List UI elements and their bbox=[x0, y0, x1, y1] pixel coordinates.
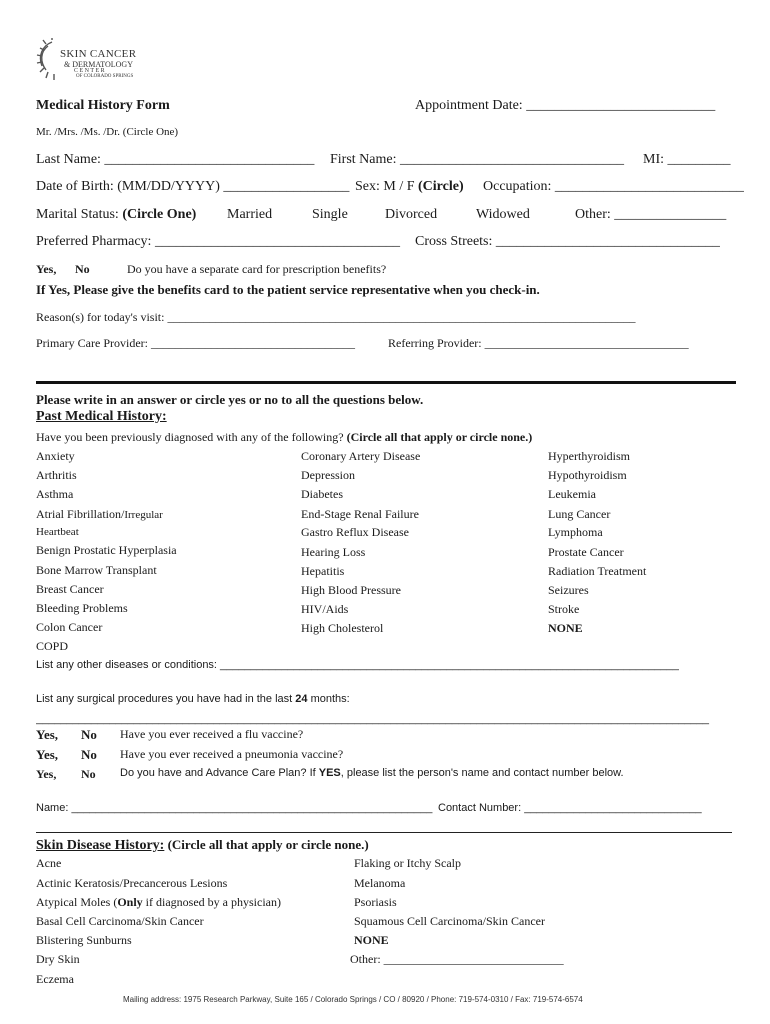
condition-hepatitis[interactable]: Hepatitis bbox=[301, 564, 345, 578]
surgical-procedures-field[interactable]: ______________________________________________________________________________________________________________ bbox=[36, 713, 709, 725]
skin-actinic-keratosis[interactable]: Actinic Keratosis/Precancerous Lesions bbox=[36, 876, 228, 890]
first-name-field[interactable]: First Name: ________________________________ bbox=[330, 152, 624, 167]
condition-none[interactable]: NONE bbox=[548, 621, 583, 635]
condition-hypothyroidism[interactable]: Hypothyroidism bbox=[548, 468, 627, 482]
footer-mailing-address: Mailing address: 1975 Research Parkway, Suite 165 / Colorado Springs / CO / 80920 / Phone: 719-574-0310 / Fax: 719-574-6574 bbox=[123, 995, 583, 1004]
pneumonia-yes[interactable]: Yes, bbox=[36, 747, 59, 762]
logo-line-3: C E N T E R bbox=[74, 68, 105, 74]
logo-line-4: OF COLORADO SPRINGS bbox=[76, 74, 134, 79]
condition-prostate-cancer[interactable]: Prostate Cancer bbox=[548, 545, 624, 559]
afib-small-text: Irregular bbox=[124, 509, 163, 521]
condition-anxiety[interactable]: Anxiety bbox=[36, 449, 75, 463]
referring-provider-field[interactable]: Referring Provider: __________________________________ bbox=[388, 336, 689, 350]
marital-circle-note: (Circle One) bbox=[122, 207, 197, 222]
acp-yes[interactable]: Yes, bbox=[36, 767, 57, 781]
atypical-post-text: if diagnosed by a physician) bbox=[142, 895, 281, 909]
condition-lymphoma[interactable]: Lymphoma bbox=[548, 525, 603, 539]
condition-gerd[interactable]: Gastro Reflux Disease bbox=[301, 525, 409, 539]
condition-cholesterol[interactable]: High Cholesterol bbox=[301, 621, 384, 635]
middle-initial-field[interactable]: MI: _________ bbox=[643, 152, 731, 167]
condition-stroke[interactable]: Stroke bbox=[548, 602, 580, 616]
condition-bleeding[interactable]: Bleeding Problems bbox=[36, 601, 128, 615]
dob-field[interactable]: Date of Birth: (MM/DD/YYYY) __________________ bbox=[36, 179, 350, 194]
pmh-question-note: (Circle all that apply or circle none.) bbox=[346, 430, 533, 444]
occupation-field[interactable]: Occupation: ___________________________ bbox=[483, 179, 744, 194]
benefits-instruction: If Yes, Please give the benefits card to the patient service representative when you check-in. bbox=[36, 282, 540, 297]
skin-heading-text: Skin Disease History: bbox=[36, 838, 165, 853]
contact-divider bbox=[36, 832, 732, 833]
condition-atrial-fibrillation[interactable] bbox=[36, 507, 163, 522]
condition-bph[interactable]: Benign Prostatic Hyperplasia bbox=[36, 543, 177, 557]
skin-other-field[interactable]: Other: ______________________________ bbox=[350, 952, 564, 966]
skin-heading-note: (Circle all that apply or circle none.) bbox=[164, 837, 369, 852]
skin-basal-cell[interactable]: Basal Cell Carcinoma/Skin Cancer bbox=[36, 914, 204, 928]
marital-option-married[interactable]: Married bbox=[227, 207, 273, 222]
logo-swirl-icon bbox=[34, 38, 64, 84]
marital-status-label bbox=[36, 207, 196, 223]
afib-text: Atrial Fibrillation/ bbox=[36, 507, 125, 521]
atypical-text: Atypical Moles ( bbox=[36, 895, 118, 909]
surgical-text: List any surgical procedures you have had in the last bbox=[36, 693, 296, 705]
sex-circle-note: (Circle) bbox=[418, 179, 464, 194]
skin-psoriasis[interactable]: Psoriasis bbox=[354, 895, 397, 909]
questions-instruction: Please write in an answer or circle yes or no to all the questions below. bbox=[36, 392, 424, 407]
logo-line-2: & DERMATOLOGY bbox=[64, 60, 133, 69]
pmh-question-text: Have you been previously diagnosed with any of the following? bbox=[36, 430, 347, 444]
surgical-procedures-label bbox=[36, 693, 350, 705]
skin-eczema[interactable]: Eczema bbox=[36, 972, 74, 986]
marital-option-single[interactable]: Single bbox=[312, 207, 348, 222]
condition-copd[interactable]: COPD bbox=[36, 639, 69, 653]
marital-other-field[interactable]: Other: ________________ bbox=[575, 207, 727, 222]
skin-melanoma[interactable]: Melanoma bbox=[354, 876, 406, 890]
condition-breast-cancer[interactable]: Breast Cancer bbox=[36, 582, 104, 596]
skin-atypical-moles[interactable] bbox=[36, 895, 281, 910]
sex-options: Sex: M / F bbox=[355, 179, 419, 194]
appointment-date-field[interactable]: Appointment Date: ___________________________ bbox=[415, 98, 716, 113]
last-name-field[interactable]: Last Name: ______________________________ bbox=[36, 152, 315, 167]
pharmacy-field[interactable]: Preferred Pharmacy: ___________________________________ bbox=[36, 234, 400, 249]
condition-colon-cancer[interactable]: Colon Cancer bbox=[36, 620, 103, 634]
benefits-no[interactable]: No bbox=[75, 262, 90, 276]
condition-asthma[interactable]: Asthma bbox=[36, 487, 74, 501]
cross-streets-field[interactable]: Cross Streets: ________________________________ bbox=[415, 234, 720, 249]
other-diseases-field[interactable]: List any other diseases or conditions: ___________________________________________________________________________ bbox=[36, 659, 679, 671]
atypical-emphasis: Only bbox=[117, 895, 143, 909]
marital-label-text: Marital Status: bbox=[36, 207, 123, 222]
flu-no[interactable]: No bbox=[81, 727, 97, 742]
acp-yes-emphasis: YES bbox=[318, 767, 341, 779]
condition-hbp[interactable]: High Blood Pressure bbox=[301, 583, 401, 597]
benefits-question: Do you have a separate card for prescription benefits? bbox=[127, 262, 387, 276]
surgical-post-text: months: bbox=[307, 693, 350, 705]
section-divider bbox=[36, 381, 736, 384]
marital-option-widowed[interactable]: Widowed bbox=[476, 207, 530, 222]
condition-hyperthyroidism[interactable]: Hyperthyroidism bbox=[548, 449, 630, 463]
primary-care-field[interactable]: Primary Care Provider: __________________________________ bbox=[36, 336, 355, 350]
flu-question: Have you ever received a flu vaccine? bbox=[120, 727, 304, 741]
skin-squamous-cell[interactable]: Squamous Cell Carcinoma/Skin Cancer bbox=[354, 914, 545, 928]
skin-acne[interactable]: Acne bbox=[36, 856, 62, 870]
contact-name-field[interactable]: Name: ___________________________________________________________ bbox=[36, 802, 433, 814]
acp-question bbox=[120, 767, 624, 779]
flu-yes[interactable]: Yes, bbox=[36, 727, 59, 742]
pmh-question bbox=[36, 430, 532, 445]
skin-none[interactable]: NONE bbox=[354, 933, 389, 947]
condition-bone-marrow[interactable]: Bone Marrow Transplant bbox=[36, 563, 157, 577]
condition-arthritis[interactable]: Arthritis bbox=[36, 468, 77, 482]
condition-leukemia[interactable]: Leukemia bbox=[548, 487, 596, 501]
logo bbox=[34, 38, 154, 84]
skin-flaking-scalp[interactable]: Flaking or Itchy Scalp bbox=[354, 856, 461, 870]
condition-hiv[interactable]: HIV/Aids bbox=[301, 602, 349, 616]
skin-blistering-sunburns[interactable]: Blistering Sunburns bbox=[36, 933, 132, 947]
condition-diabetes[interactable]: Diabetes bbox=[301, 487, 343, 501]
acp-no[interactable]: No bbox=[81, 767, 96, 781]
skin-dry-skin[interactable]: Dry Skin bbox=[36, 952, 80, 966]
pneumonia-question: Have you ever received a pneumonia vaccine? bbox=[120, 747, 344, 761]
skin-disease-heading bbox=[36, 836, 369, 854]
salutation-options[interactable]: Mr. /Mrs. /Ms. /Dr. (Circle One) bbox=[36, 126, 179, 138]
condition-cad[interactable]: Coronary Artery Disease bbox=[301, 449, 421, 463]
condition-lung-cancer[interactable]: Lung Cancer bbox=[548, 507, 611, 521]
condition-esrf[interactable]: End-Stage Renal Failure bbox=[301, 507, 419, 521]
benefits-yes[interactable]: Yes, bbox=[36, 262, 57, 276]
condition-hearing-loss[interactable]: Hearing Loss bbox=[301, 545, 366, 559]
acp-post-text: , please list the person's name and contact number below. bbox=[340, 767, 624, 779]
contact-number-field[interactable]: Contact Number: _____________________________ bbox=[438, 802, 702, 814]
form-title: Medical History Form bbox=[36, 98, 170, 113]
acp-text: Do you have and Advance Care Plan? If bbox=[120, 767, 319, 779]
sex-field[interactable] bbox=[355, 179, 464, 195]
condition-seizures[interactable]: Seizures bbox=[548, 583, 589, 597]
condition-depression[interactable]: Depression bbox=[301, 468, 355, 482]
pneumonia-no[interactable]: No bbox=[81, 747, 97, 762]
marital-option-divorced[interactable]: Divorced bbox=[385, 207, 438, 222]
logo-line-1: SKIN CANCER bbox=[60, 48, 137, 60]
surgical-months-value: 24 bbox=[295, 693, 308, 705]
condition-radiation[interactable]: Radiation Treatment bbox=[548, 564, 647, 578]
condition-heartbeat[interactable]: Heartbeat bbox=[36, 526, 79, 538]
past-medical-history-heading: Past Medical History: bbox=[36, 409, 167, 424]
visit-reason-field[interactable]: Reason(s) for today's visit: ______________________________________________________________________________ bbox=[36, 310, 636, 324]
